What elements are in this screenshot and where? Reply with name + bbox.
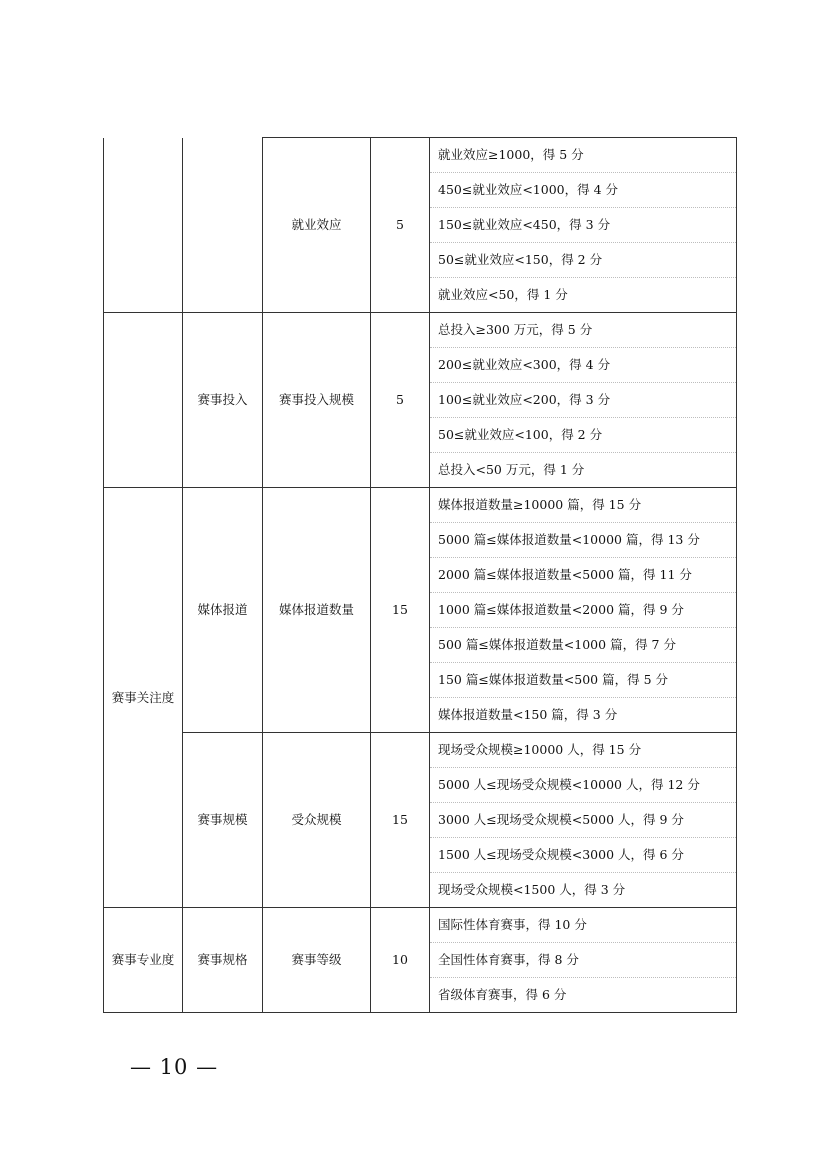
- first-level-indicator: 赛事专业度: [104, 908, 183, 1013]
- scoring-criterion: 1000 篇≤媒体报道数量<2000 篇，得 9 分: [430, 593, 737, 628]
- scoring-criterion: 450≤就业效应<1000，得 4 分: [430, 173, 737, 208]
- scoring-criterion: 现场受众规模≥10000 人，得 15 分: [430, 733, 737, 768]
- third-level-indicator: 媒体报道数量: [263, 488, 371, 733]
- scoring-criterion: 50≤就业效应<150，得 2 分: [430, 243, 737, 278]
- scoring-criterion: 媒体报道数量≥10000 篇，得 15 分: [430, 488, 737, 523]
- scoring-criterion: 总投入<50 万元，得 1 分: [430, 453, 737, 488]
- scoring-criterion: 500 篇≤媒体报道数量<1000 篇，得 7 分: [430, 628, 737, 663]
- table-row: [104, 138, 737, 173]
- third-level-indicator: 赛事等级: [263, 908, 371, 1013]
- first-level-indicator: [104, 313, 183, 488]
- table-row: [104, 488, 737, 523]
- scoring-criterion: 100≤就业效应<200，得 3 分: [430, 383, 737, 418]
- score-weight: 5: [371, 138, 430, 313]
- second-level-indicator: 媒体报道: [183, 488, 263, 733]
- scoring-criterion: 3000 人≤现场受众规模<5000 人，得 9 分: [430, 803, 737, 838]
- scoring-criterion: 1500 人≤现场受众规模<3000 人，得 6 分: [430, 838, 737, 873]
- third-level-indicator: 赛事投入规模: [263, 313, 371, 488]
- second-level-indicator: 赛事规模: [183, 733, 263, 908]
- scoring-criterion: 媒体报道数量<150 篇，得 3 分: [430, 698, 737, 733]
- scoring-criterion: 200≤就业效应<300，得 4 分: [430, 348, 737, 383]
- scoring-criterion: 5000 人≤现场受众规模<10000 人，得 12 分: [430, 768, 737, 803]
- scoring-criterion: 150≤就业效应<450，得 3 分: [430, 208, 737, 243]
- second-level-indicator: [183, 138, 263, 313]
- first-level-indicator: 赛事关注度: [104, 488, 183, 908]
- second-level-indicator: 赛事规格: [183, 908, 263, 1013]
- scoring-criterion: 2000 篇≤媒体报道数量<5000 篇，得 11 分: [430, 558, 737, 593]
- scoring-criterion: 全国性体育赛事，得 8 分: [430, 943, 737, 978]
- scoring-criterion: 5000 篇≤媒体报道数量<10000 篇，得 13 分: [430, 523, 737, 558]
- scoring-table: [103, 137, 737, 1013]
- page-number: — 10 —: [130, 1055, 219, 1079]
- scoring-criterion: 50≤就业效应<100，得 2 分: [430, 418, 737, 453]
- table-row: [104, 733, 737, 768]
- table-row: [104, 908, 737, 943]
- score-weight: 10: [371, 908, 430, 1013]
- score-weight: 15: [371, 488, 430, 733]
- scoring-criterion: 就业效应<50，得 1 分: [430, 278, 737, 313]
- score-weight: 5: [371, 313, 430, 488]
- scoring-criterion: 现场受众规模<1500 人，得 3 分: [430, 873, 737, 908]
- scoring-criterion: 就业效应≥1000，得 5 分: [430, 138, 737, 173]
- scoring-criterion: 150 篇≤媒体报道数量<500 篇，得 5 分: [430, 663, 737, 698]
- scoring-criterion: 国际性体育赛事，得 10 分: [430, 908, 737, 943]
- first-level-indicator: [104, 138, 183, 313]
- score-weight: 15: [371, 733, 430, 908]
- third-level-indicator: 就业效应: [263, 138, 371, 313]
- third-level-indicator: 受众规模: [263, 733, 371, 908]
- scoring-criterion: 省级体育赛事，得 6 分: [430, 978, 737, 1013]
- scoring-criterion: 总投入≥300 万元，得 5 分: [430, 313, 737, 348]
- second-level-indicator: 赛事投入: [183, 313, 263, 488]
- table-row: [104, 313, 737, 348]
